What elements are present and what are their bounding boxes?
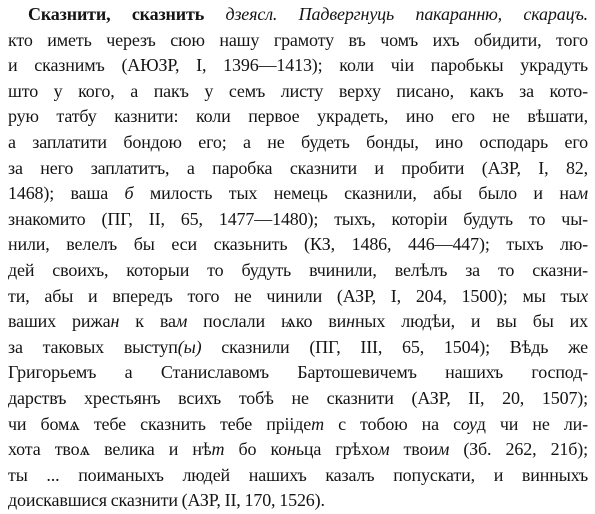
italic-segment: х [580,285,588,306]
text-segment: бо ко [224,439,288,460]
italic-segment: м [576,183,589,204]
italic-segment: м [437,439,450,460]
text-segment: чи бомѧ тебе сказнить тебе прііде [8,413,312,434]
definition: Падвергнуць пакаранню, скарацъ. [298,4,588,24]
italic-segment: ѹ [460,413,477,434]
text-line [8,437,588,463]
italic-segment: (ы) [177,336,202,357]
text-segment: (Зб. 262, 21б); [449,439,588,460]
dictionary-entry [8,2,588,514]
text-segment: послали ѩко ви [187,311,347,332]
text-segment: милость тых немець сказнили, абы было и на [133,183,577,204]
text-segment: ты ... поиманыхъ людей нашихъ казалъ попускати, и винныхъ [8,464,588,485]
text-line [8,258,588,284]
italic-segment: м [378,439,390,460]
text-line [8,130,588,156]
text-line [8,181,588,207]
italic-segment: м [175,311,188,332]
text-segment: хота твоѧ велика и нѣ [8,439,212,460]
italic-segment: т [311,413,324,434]
text-segment: рую татбу казнити: коли первое украдеть, ино его не вѣшати, [8,106,588,127]
text-segment: доискавшися сказнити (АЗР, II, 170, 1526). [8,490,325,511]
italic-segment: н [346,311,355,332]
text-line [8,386,588,412]
text-segment: и сказнимъ (АЮЗР, I, 1396—1413); коли чіи паробькы украдуть [8,55,588,76]
text-segment: нили, велелъ бы еси сказьнить (КЗ, 1486, 446—447); тыхъ лю- [8,234,588,255]
text-segment: с тобою на с [323,413,461,434]
text-segment: кто иметь черезъ сюю нашу грамоту въ чомъ ихъ обидити, того [8,29,588,50]
text-line [8,335,588,361]
text-segment: 1468); ваша [8,183,125,204]
text-segment: ьца грѣхо [295,439,379,460]
text-line [8,156,588,182]
text-segment: твои [389,439,438,460]
text-segment: дарствъ хрестьянъ всихъ тобѣ не сказнити (АЗР, II, 20, 1507); [8,387,588,408]
entry-first-line [8,2,588,28]
text-segment: дей своихъ, которыи то будуть вчинили, велѣлъ за то сказни- [8,259,588,280]
text-segment: а заплатити бондою его; а не будеть бонды, ино осподарь его [8,131,588,152]
text-segment: ных людѣи, и вы бы их [354,311,588,332]
grammar-label: дзеясл. [225,4,278,24]
text-segment: сказнили (ПГ, III, 65, 1504); Вѣдь же [201,336,588,357]
text-line [8,360,588,386]
italic-segment: т [211,439,225,460]
text-line [8,309,588,335]
text-line [8,232,588,258]
italic-segment: н [110,311,120,332]
text-segment: д чи не ли- [476,413,588,434]
text-line [8,79,588,105]
text-segment: к ва [119,311,176,332]
text-segment: што у кого, а пакъ у семъ листу верху писано, какъ за кото- [8,80,588,101]
text-line [8,104,588,130]
text-line [8,488,588,514]
text-line [8,284,588,310]
text-line [8,53,588,79]
text-segment: за него заплатитъ, а паробка сказнити и пробити (АЗР, I, 82, [8,157,588,178]
citation-lines [8,28,588,514]
text-line [8,207,588,233]
italic-segment: б [124,183,134,204]
text-segment: Григорьемъ а Станиславомъ Бартошевичемъ нашихъ господ- [8,362,588,383]
text-segment: ваших рижа [8,311,111,332]
text-segment: за таковых выступ [8,336,178,357]
text-line [8,28,588,54]
italic-segment: н [287,439,296,460]
text-line [8,412,588,438]
headword: Сказнити, сказнить [28,4,205,24]
text-segment: ти, абы и впередъ того не чинили (АЗР, I, 204, 1500); мы ты [8,285,581,306]
text-line [8,463,588,489]
text-segment: знакомито (ПГ, II, 65, 1477—1480); тыхъ, которіи будуть то чы- [8,208,588,229]
